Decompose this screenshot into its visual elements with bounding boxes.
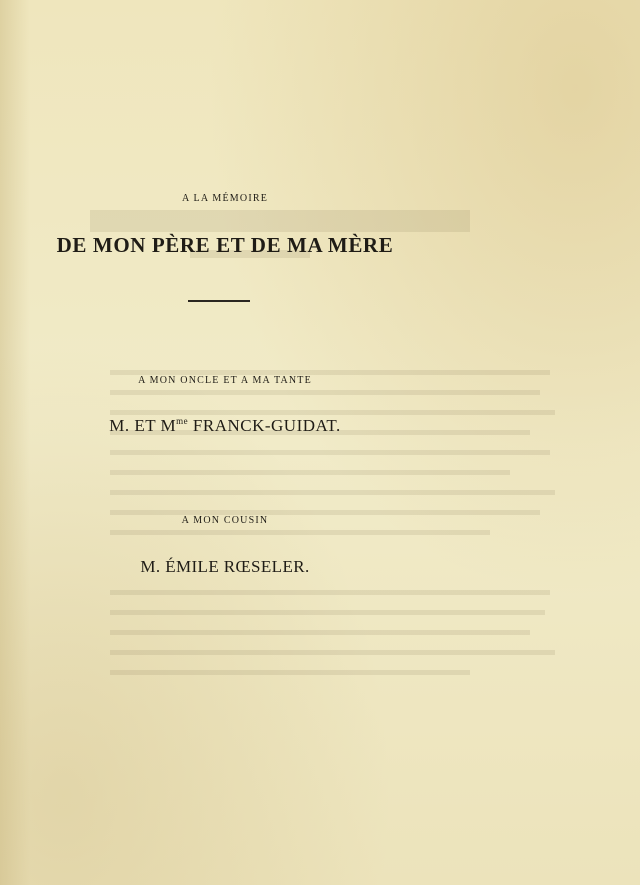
dedication-cousin-name: M. ÉMILE RŒSELER. [140,557,310,576]
dedication-cousin-intro: A MON COUSIN [181,515,269,526]
name-superscript: me [176,416,189,426]
name-suffix: FRANCK-GUIDAT. [188,416,341,435]
dedication-uncle-aunt-intro: A MON ONCLE ET A MA TANTE [138,375,312,386]
dedication-parents-intro: A LA MÉMOIRE [181,193,269,204]
name-prefix: M. ET M [109,416,177,435]
dedication-uncle-aunt-name [0,416,450,436]
dedication-parents-name: DE MON PÈRE ET DE MA MÈRE [56,233,394,257]
section-divider [188,300,250,302]
show-through-texture [70,190,590,710]
